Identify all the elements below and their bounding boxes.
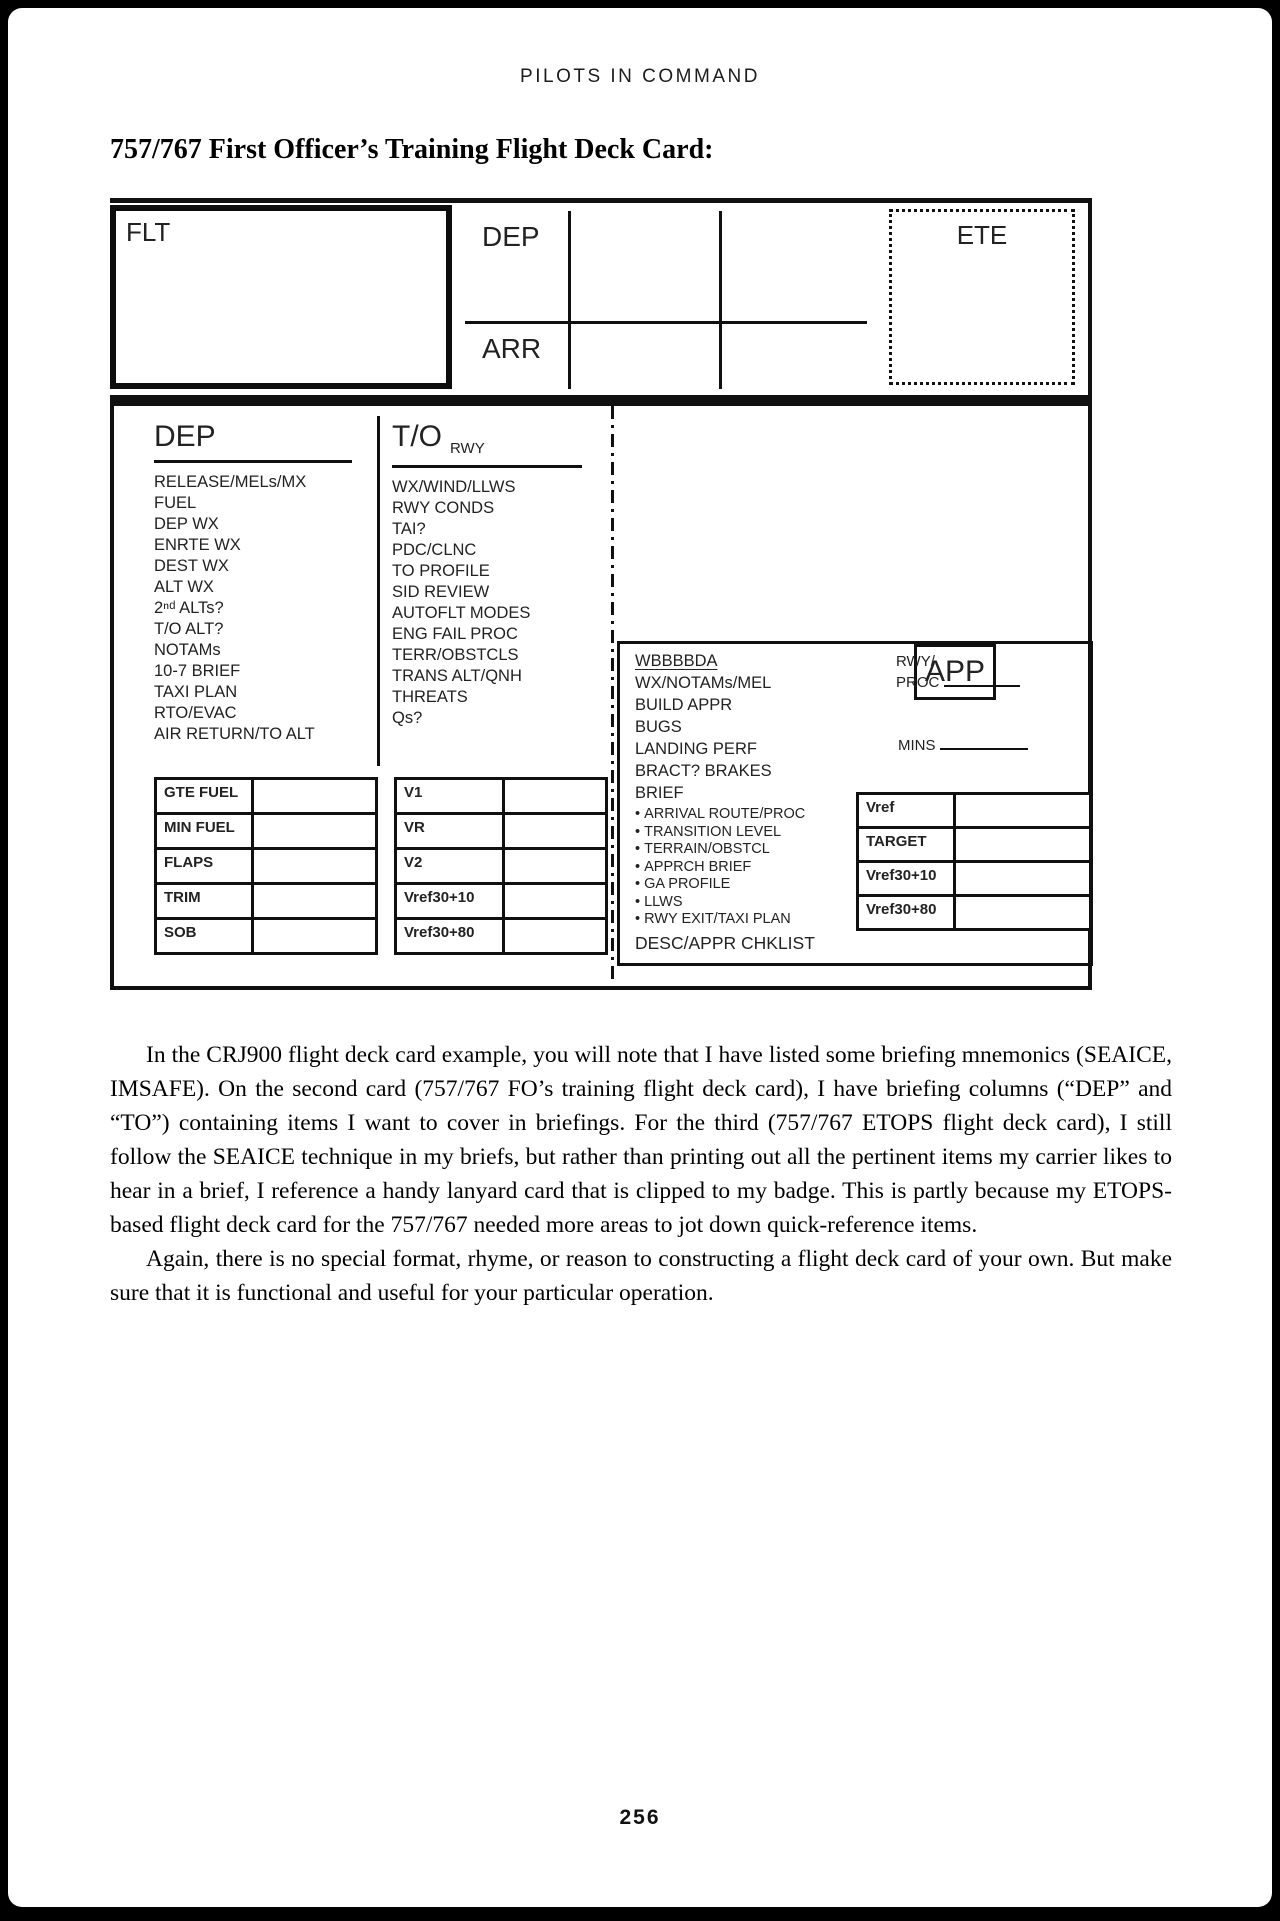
- approach-list-item: BUILD APPR: [635, 696, 733, 714]
- approach-section: [617, 641, 1093, 966]
- flt-box: [110, 205, 452, 389]
- table-row: [859, 826, 1089, 860]
- grid-vertical-line: [568, 211, 571, 389]
- brief-bullet-item: • TRANSITION LEVEL: [635, 824, 815, 842]
- to-list-item: ENG FAIL PROC: [392, 625, 518, 643]
- dep-item-list: [154, 472, 374, 745]
- grid-horizontal-line: [465, 321, 867, 324]
- row-label-cell: Vref30+10: [397, 885, 505, 917]
- row-blank-cell: [254, 815, 375, 847]
- row-blank-cell: [956, 795, 1089, 826]
- flight-deck-card-figure: [110, 198, 1092, 990]
- paragraph: In the CRJ900 flight deck card example, you will note that I have listed some briefing mnemonics (SEAICE, IMSAFE). On the second card (757/767 FO’s training flight deck card), I have briefing columns (“DEP” and “TO”) containing items I want to cover in briefings. For the third (757/767 ETOPS flight deck card), I still follow the SEAICE technique in my briefs, but rather than printing out all the pertinent items my carrier likes to hear in a brief, I reference a handy lanyard card that is clipped to my badge. This is partly because my ETOPS-based flight deck card for the 757/767 needed more areas to jot down quick-reference items.: [110, 1042, 1172, 1238]
- table-row: [859, 795, 1089, 826]
- dep-column-header: DEP: [154, 420, 216, 453]
- brief-bullet-item: • RWY EXIT/TAXI PLAN: [635, 911, 815, 929]
- rwy-subscript: RWY: [450, 440, 485, 457]
- row-label-cell: Vref30+80: [397, 920, 505, 952]
- row-blank-cell: [956, 897, 1089, 928]
- desc-appr-chklist-label: DESC/APPR CHKLIST: [635, 932, 815, 953]
- to-list-item: THREATS: [392, 688, 468, 706]
- header-rule: [392, 465, 582, 468]
- to-list-item: TRANS ALT/QNH: [392, 667, 522, 685]
- dep-list-item: DEP WX: [154, 515, 219, 533]
- dep-list-item: TAXI PLAN: [154, 683, 238, 701]
- table-row: [397, 917, 605, 952]
- mins-label: MINS: [898, 737, 936, 754]
- table-row: [157, 847, 375, 882]
- row-blank-cell: [505, 815, 605, 847]
- row-label-cell: TARGET: [859, 829, 956, 860]
- to-list-item: RWY CONDS: [392, 499, 495, 517]
- dep-list-item: 10-7 BRIEF: [154, 662, 241, 680]
- to-list-item: SID REVIEW: [392, 583, 490, 601]
- ete-box: [889, 209, 1075, 385]
- blank-line: [940, 734, 1028, 750]
- to-column-header: T/O $_{RWY}$: [392, 420, 485, 457]
- row-label-cell: TRIM: [157, 885, 254, 917]
- dep-list-item: DEST WX: [154, 557, 229, 575]
- v-speeds-table: [394, 777, 608, 955]
- table-row: [859, 894, 1089, 928]
- brief-bullet-item: • ARRIVAL ROUTE/PROC: [635, 806, 815, 824]
- row-label-cell: Vref30+80: [859, 897, 956, 928]
- card-main-body: [110, 402, 1092, 990]
- approach-list-item: BRACT? BRAKES: [635, 762, 772, 780]
- row-label-cell: Vref: [859, 795, 956, 826]
- mins-field: [898, 734, 1028, 754]
- grid-vertical-line: [719, 211, 722, 389]
- to-list-item: TAI?: [392, 520, 426, 538]
- ete-label: ETE: [956, 220, 1008, 250]
- dash-dot-divider-line: [611, 406, 614, 982]
- approach-list-item: BUGS: [635, 718, 682, 736]
- to-item-list: [392, 477, 607, 729]
- blank-line: [944, 671, 1020, 687]
- table-row: [157, 812, 375, 847]
- table-row: [397, 847, 605, 882]
- dep-list-item: 2ⁿᵈ ALTs?: [154, 599, 224, 617]
- rwy-label: RWY/: [896, 653, 935, 670]
- dep-briefing-column: [154, 420, 374, 745]
- approach-list-item: LANDING PERF: [635, 740, 757, 758]
- to-list-item: AUTOFLT MODES: [392, 604, 531, 622]
- arr-time-label: ARR: [482, 333, 542, 364]
- table-row: [157, 882, 375, 917]
- to-list-item: TERR/OBSTCLS: [392, 646, 519, 664]
- dep-list-item: RTO/EVAC: [154, 704, 237, 722]
- row-label-cell: MIN FUEL: [157, 815, 254, 847]
- approach-mnemonic: WBBBBDA: [635, 652, 718, 670]
- row-label-cell: Vref30+10: [859, 863, 956, 894]
- app-label: APP: [924, 655, 986, 688]
- row-blank-cell: [254, 885, 375, 917]
- dep-list-item: NOTAMs: [154, 641, 221, 659]
- row-blank-cell: [505, 850, 605, 882]
- to-list-item: PDC/CLNC: [392, 541, 477, 559]
- row-blank-cell: [956, 863, 1089, 894]
- row-blank-cell: [505, 780, 605, 812]
- fuel-figures-table: [154, 777, 378, 955]
- dep-list-item: FUEL: [154, 494, 197, 512]
- flt-label: FLT: [126, 217, 171, 247]
- row-blank-cell: [956, 829, 1089, 860]
- dep-list-item: AIR RETURN/TO ALT: [154, 725, 315, 743]
- table-row: [157, 917, 375, 952]
- row-label-cell: FLAPS: [157, 850, 254, 882]
- page-title: 757/767 First Officer’s Training Flight Deck Card:: [110, 134, 714, 165]
- row-blank-cell: [254, 920, 375, 952]
- brief-bullet-list: [635, 806, 815, 929]
- table-row: [397, 780, 605, 812]
- approach-list-item: WX/NOTAMs/MEL: [635, 674, 772, 692]
- dep-list-item: ENRTE WX: [154, 536, 241, 554]
- table-row: [397, 882, 605, 917]
- table-row: [859, 860, 1089, 894]
- row-label-cell: GTE FUEL: [157, 780, 254, 812]
- approach-item-list: [635, 650, 815, 954]
- dep-list-item: T/O ALT?: [154, 620, 224, 638]
- row-blank-cell: [505, 920, 605, 952]
- rwy-proc-field: [896, 652, 1020, 692]
- dep-time-label: DEP: [482, 221, 540, 252]
- row-label-cell: V1: [397, 780, 505, 812]
- header-rule: [154, 460, 352, 463]
- table-row: [397, 812, 605, 847]
- dep-list-item: RELEASE/MELs/MX: [154, 473, 307, 491]
- card-header-strip: [110, 198, 1092, 402]
- table-row: [157, 780, 375, 812]
- brief-bullet-item: • TERRAIN/OBSTCL: [635, 841, 815, 859]
- dep-list-item: ALT WX: [154, 578, 214, 596]
- to-list-item: TO PROFILE: [392, 562, 490, 580]
- page-number: 256: [619, 1806, 661, 1829]
- row-label-cell: V2: [397, 850, 505, 882]
- brief-bullet-item: • APPRCH BRIEF: [635, 859, 815, 877]
- approach-list-item: BRIEF: [635, 784, 684, 802]
- to-list-item: WX/WIND/LLWS: [392, 478, 516, 496]
- proc-label: PROC: [896, 674, 940, 691]
- to-list-item: Qs?: [392, 709, 423, 727]
- row-label-cell: VR: [397, 815, 505, 847]
- row-blank-cell: [254, 850, 375, 882]
- paragraph: Again, there is no special format, rhyme, or reason to constructing a flight deck card of your own. But make sure that it is functional and useful for your particular operation.: [110, 1246, 1172, 1306]
- approach-items: [635, 672, 815, 804]
- brief-bullet-item: • LLWS: [635, 894, 815, 912]
- takeoff-briefing-column: [392, 420, 607, 729]
- column-divider-line: [377, 416, 380, 766]
- brief-bullet-item: • GA PROFILE: [635, 876, 815, 894]
- vref-speeds-table: [856, 792, 1092, 931]
- row-blank-cell: [254, 780, 375, 812]
- row-label-cell: SOB: [157, 920, 254, 952]
- running-head: PILOTS IN COMMAND: [520, 66, 760, 87]
- body-copy: [110, 1038, 1172, 1310]
- book-page: [8, 8, 1272, 1907]
- row-blank-cell: [505, 885, 605, 917]
